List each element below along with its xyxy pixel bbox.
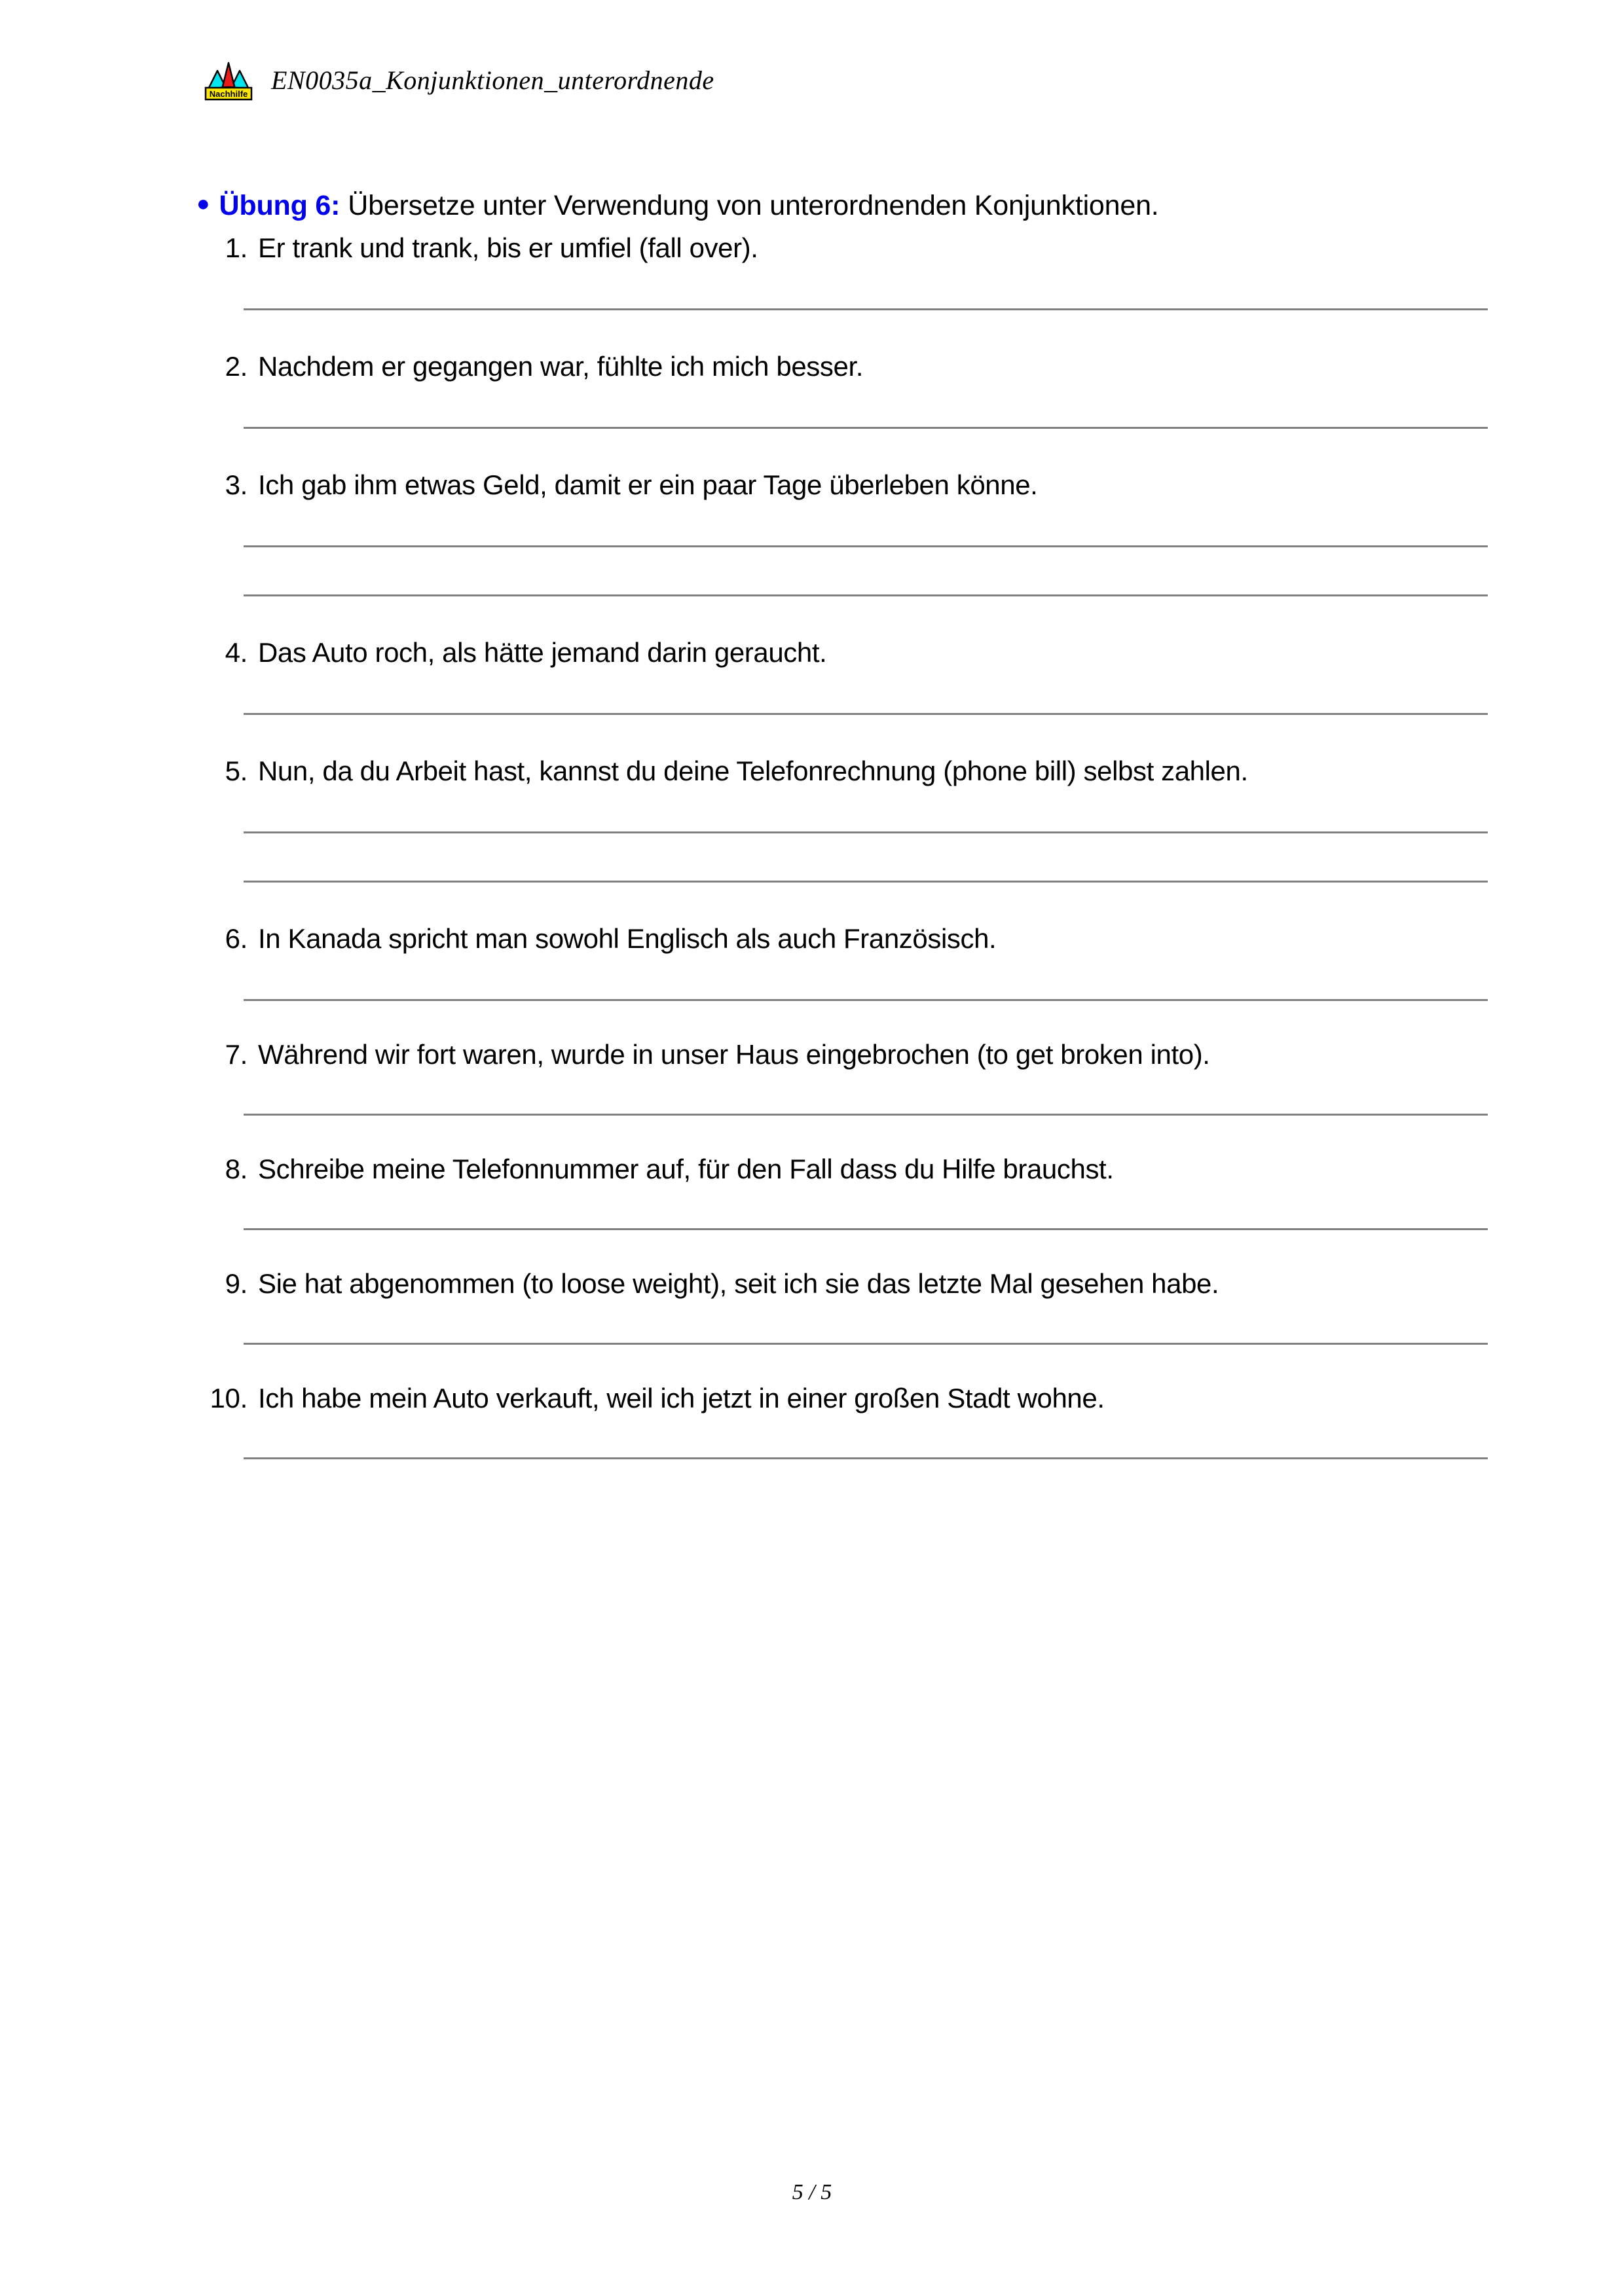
exercise-item-text: Ich gab ihm etwas Geld, damit er ein paar Tage überleben könne.: [258, 469, 1038, 500]
answer-line[interactable]: [244, 427, 1488, 429]
document-header: [203, 58, 714, 102]
exercise-item-number: 4.: [225, 637, 248, 668]
answer-line[interactable]: [244, 545, 1488, 547]
answer-line[interactable]: [244, 881, 1488, 883]
answer-line[interactable]: [244, 1114, 1488, 1116]
exercise-item: [196, 756, 1506, 883]
exercise-item-row: [196, 232, 1506, 264]
exercise-item-text: Ich habe mein Auto verkauft, weil ich jetzt in einer großen Stadt wohne.: [258, 1383, 1105, 1413]
exercise-item-text: Er trank und trank, bis er umfiel (fall over).: [258, 232, 758, 263]
exercise-items-list: [196, 232, 1506, 1459]
exercise-item: [196, 1039, 1506, 1116]
exercise-item-text: Nachdem er gegangen war, fühlte ich mich besser.: [258, 351, 863, 382]
answer-line[interactable]: [244, 1228, 1488, 1230]
exercise-item-row: [196, 637, 1506, 668]
exercise-item-row: [196, 923, 1506, 955]
nachhilfe-logo-icon: [203, 58, 254, 102]
exercise-item: [196, 351, 1506, 429]
exercise-item: [196, 469, 1506, 596]
exercise-item-number: 1.: [225, 232, 248, 263]
document-title: EN0035a_Konjunktionen_unterordnende: [271, 65, 714, 95]
answer-line[interactable]: [244, 831, 1488, 833]
exercise-item-text: In Kanada spricht man sowohl Englisch als auch Französisch.: [258, 923, 997, 954]
exercise-item-row: [196, 469, 1506, 501]
exercise-item-number: 5.: [225, 756, 248, 786]
exercise-item-number: 2.: [225, 351, 248, 382]
exercise-item-text: Sie hat abgenommen (to loose weight), seit ich sie das letzte Mal gesehen habe.: [258, 1268, 1219, 1299]
exercise-item: [196, 1383, 1506, 1459]
exercise-item: [196, 923, 1506, 1001]
exercise-item-number: 7.: [225, 1039, 248, 1070]
exercise-item-row: [196, 351, 1506, 382]
answer-line[interactable]: [244, 1343, 1488, 1345]
answer-line[interactable]: [244, 713, 1488, 715]
page-indicator: 5 / 5: [792, 2180, 832, 2204]
bullet-icon: ●: [196, 191, 210, 216]
exercise-item-number: 10.: [210, 1383, 248, 1413]
exercise-item-row: [196, 756, 1506, 787]
exercise-item-row: [196, 1268, 1506, 1300]
exercise-item-text: Während wir fort waren, wurde in unser Haus eingebrochen (to get broken into).: [258, 1039, 1210, 1070]
exercise-item-row: [196, 1154, 1506, 1185]
exercise-item-number: 9.: [225, 1268, 248, 1299]
exercise-item: [196, 232, 1506, 310]
exercise-item: [196, 637, 1506, 715]
exercise-item: [196, 1154, 1506, 1230]
svg-text:Nachhilfe: Nachhilfe: [209, 89, 248, 99]
exercise-item-row: [196, 1383, 1506, 1414]
exercise-item-text: Nun, da du Arbeit hast, kannst du deine Telefonrechnung (phone bill) selbst zahlen.: [258, 756, 1248, 786]
answer-line[interactable]: [244, 594, 1488, 596]
exercise-item-text: Das Auto roch, als hätte jemand darin geraucht.: [258, 637, 827, 668]
exercise-instruction: Übersetze unter Verwendung von unterordnenden Konjunktionen.: [348, 190, 1159, 221]
exercise-item: [196, 1268, 1506, 1345]
answer-line[interactable]: [244, 1457, 1488, 1459]
answer-line[interactable]: [244, 999, 1488, 1001]
exercise-label: Übung 6:: [219, 190, 341, 221]
exercise-item-text: Schreibe meine Telefonnummer auf, für den Fall dass du Hilfe brauchst.: [258, 1154, 1114, 1184]
page-footer: [0, 2180, 1624, 2205]
answer-line[interactable]: [244, 308, 1488, 310]
exercise-item-number: 3.: [225, 469, 248, 500]
exercise-heading: [196, 190, 1159, 222]
exercise-item-number: 8.: [225, 1154, 248, 1184]
exercise-item-row: [196, 1039, 1506, 1070]
exercise-item-number: 6.: [225, 923, 248, 954]
